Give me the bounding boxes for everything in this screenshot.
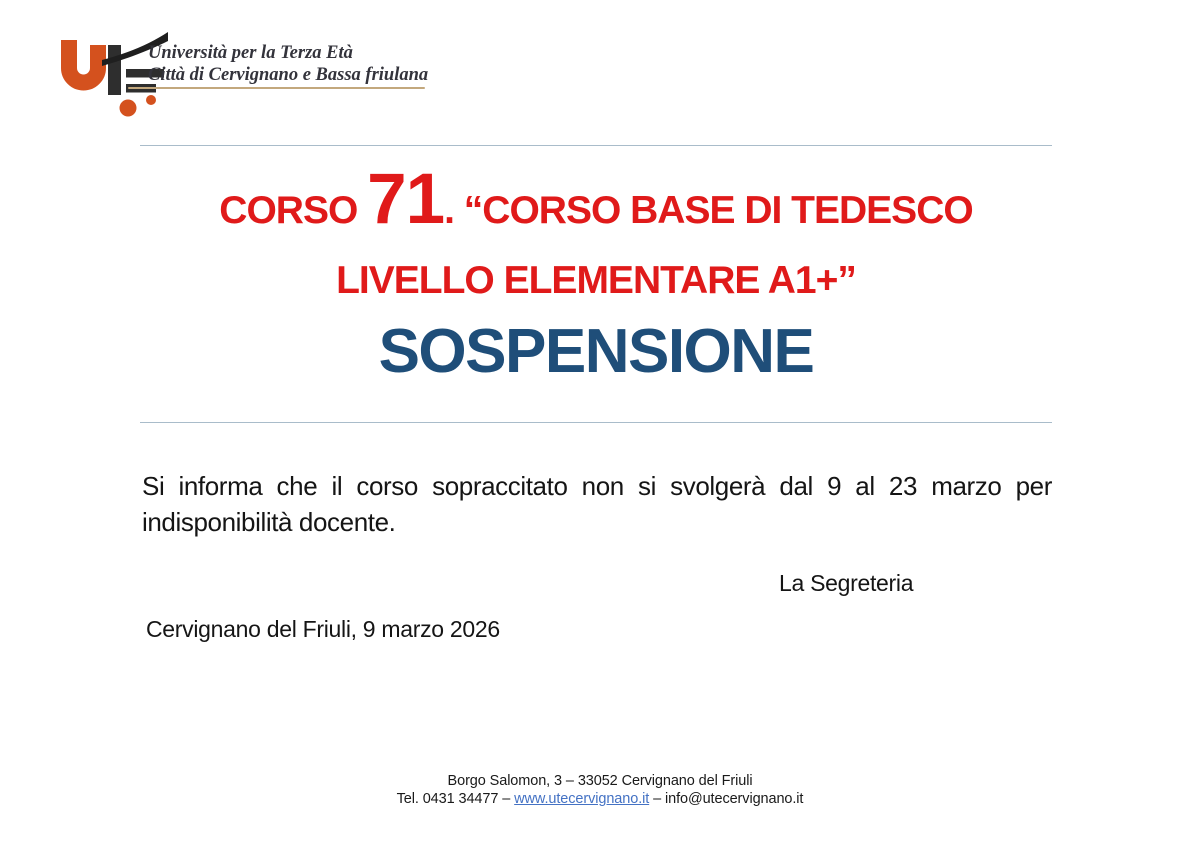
middle-divider [140, 422, 1052, 423]
status-heading [140, 316, 1052, 404]
course-title-line2 [140, 258, 1052, 312]
notice-paragraph-line2: indisponibilità docente. [142, 507, 396, 537]
notice-paragraph-line1: Si informa che il corso sopraccitato non si svolgerà dal 9 al 23 marzo per [142, 471, 1052, 501]
notice-paragraph [142, 468, 1052, 540]
course-title-line1 [140, 162, 1052, 238]
course-title-rest: “CORSO BASE DI TEDESCO [463, 189, 973, 232]
dateline: Cervignano del Friuli, 9 marzo 2026 [146, 616, 500, 642]
org-name-line2: Città di Cervignano e Bassa friulana [148, 65, 429, 85]
footer [0, 772, 1200, 808]
footer-email: – info@utecervignano.it [649, 791, 804, 807]
course-title-line2-text: LIVELLO ELEMENTARE A1+” [336, 259, 856, 302]
top-divider [140, 145, 1052, 146]
website-link[interactable]: www.utecervignano.it [514, 791, 650, 807]
signature: La Segreteria [779, 570, 914, 596]
org-name-line1: Università per la Terza Età [148, 43, 353, 63]
logo-rule [128, 87, 425, 89]
course-title-separator: . [444, 189, 464, 232]
footer-contacts [0, 790, 1200, 808]
footer-tel: Tel. 0431 34477 – [396, 791, 515, 807]
course-number: 71 [367, 160, 445, 239]
course-title-prefix: CORSO [219, 189, 368, 232]
org-name [148, 42, 428, 86]
footer-address: Borgo Salomon, 3 – 33052 Cervignano del Friuli [447, 773, 753, 789]
status-text: SOSPENSIONE [378, 317, 814, 386]
